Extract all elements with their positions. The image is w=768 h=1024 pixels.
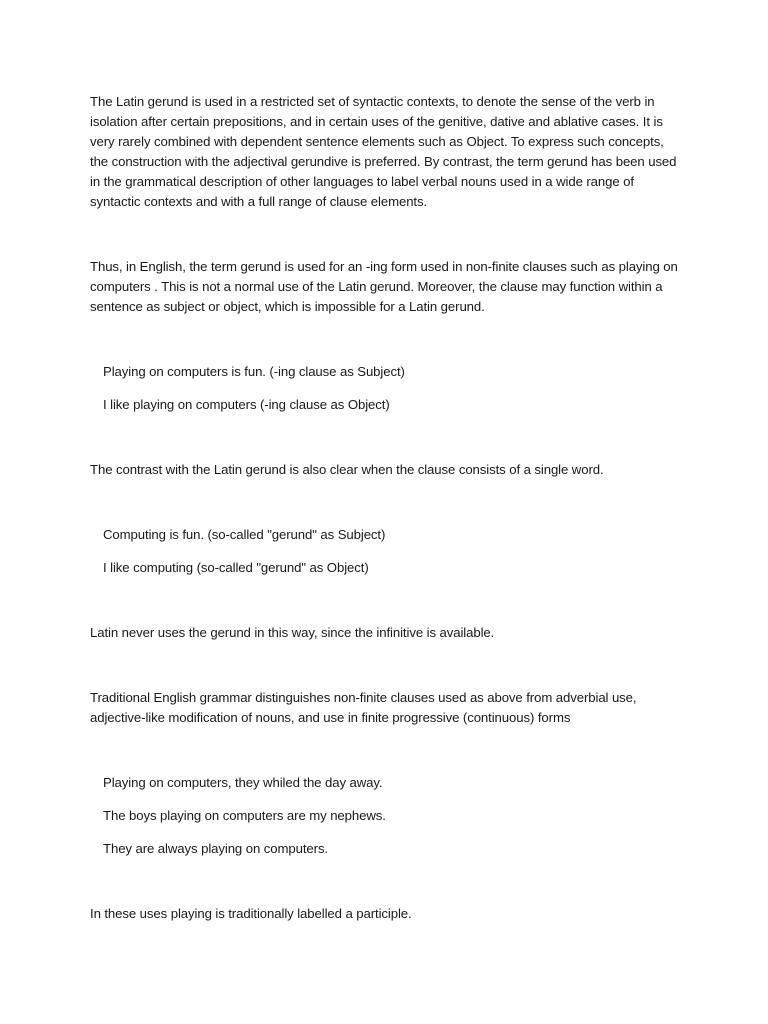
example-sentence: They are always playing on computers. — [103, 841, 328, 856]
spacer — [90, 728, 680, 773]
paragraph-participle: In these uses playing is traditionally labelled a participle. — [90, 906, 412, 921]
paragraph-english-gerund: Thus, in English, the term gerund is used for an -ing form used in non-finite clauses such as playing on computers . This is not a normal use of the Latin gerund. Moreover, the clause may function within a sentence as subject or object, which is impossible for a Latin gerund. — [90, 259, 678, 314]
spacer — [90, 480, 680, 525]
spacer — [90, 317, 680, 362]
example-sentence: Computing is fun. (so-called "gerund" as Subject) — [103, 527, 386, 542]
spacer — [90, 545, 680, 558]
document-body — [90, 92, 680, 924]
spacer — [90, 793, 680, 806]
example-sentence: Playing on computers, they whiled the day away. — [103, 775, 383, 790]
paragraph-latin-infinitive: Latin never uses the gerund in this way, since the infinitive is available. — [90, 625, 495, 640]
spacer — [90, 643, 680, 688]
example-sentence: I like computing (so-called "gerund" as Object) — [103, 560, 369, 575]
example-sentence: I like playing on computers (-ing clause as Object) — [103, 397, 390, 412]
paragraph-latin-gerund: The Latin gerund is used in a restricted set of syntactic contexts, to denote the sense of the verb in isolation after certain prepositions, and in certain uses of the genitive, dative and ablative cases. It is very rarely combined with dependent sentence elements such as Object. To express such concepts, the construction with the adjectival gerundive is preferred. By contrast, the term gerund has been used in the grammatical description of other languages to label verbal nouns used in a wide range of syntactic contexts and with a full range of clause elements. — [90, 94, 677, 209]
spacer — [90, 415, 680, 460]
spacer — [90, 382, 680, 395]
example-sentence: The boys playing on computers are my nephews. — [103, 808, 386, 823]
example-sentence: Playing on computers is fun. (-ing clause as Subject) — [103, 364, 405, 379]
spacer — [90, 578, 680, 623]
paragraph-traditional-grammar: Traditional English grammar distinguishes non-finite clauses used as above from adverbial use, adjective-like modification of nouns, and use in finite progressive (continuous) forms — [90, 690, 637, 725]
spacer — [90, 212, 680, 257]
spacer — [90, 859, 680, 904]
spacer — [90, 826, 680, 839]
paragraph-contrast: The contrast with the Latin gerund is also clear when the clause consists of a single word. — [90, 462, 604, 477]
